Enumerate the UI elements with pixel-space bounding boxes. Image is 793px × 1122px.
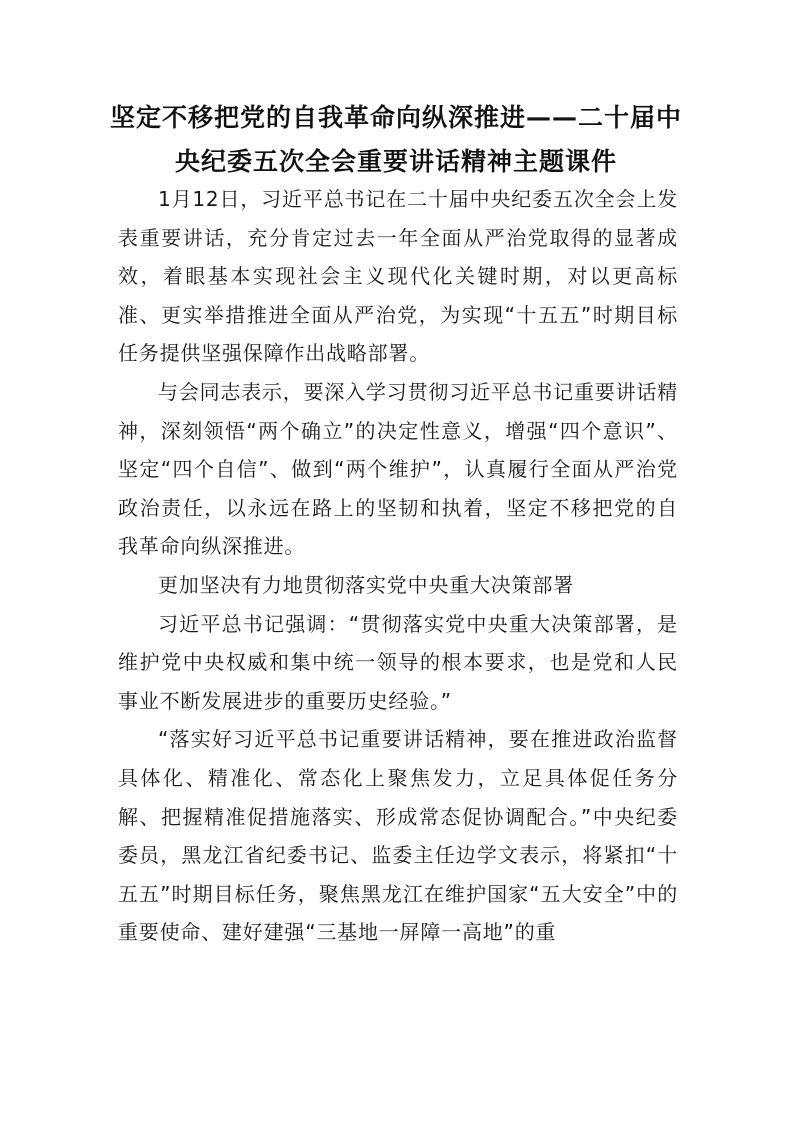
paragraph: 习近平总书记强调：“贯彻落实党中央重大决策部署，是维护党中央权威和集中统一领导的根本要求，也是党和人民事业不断发展进步的重要历史经验。”: [118, 611, 678, 713]
document-title-line-1: 坚定不移把党的自我革命向纵深推进——二十届中: [109, 103, 682, 132]
document-title-line-2: 央纪委五次全会重要讲话精神主题课件: [174, 147, 617, 176]
document-body: [118, 180, 678, 952]
paragraph: 1月12日，习近平总书记在二十届中央纪委五次全会上发表重要讲话，充分肯定过去一年全面从严治党取得的显著成效，着眼基本实现社会主义现代化关键时期，对以更高标准、更实举措推进全面从严治党，为实现“十五五”时期目标任务提供坚强保障作出战略部署。: [118, 187, 678, 366]
paragraph: 与会同志表示，要深入学习贯彻习近平总书记重要讲话精神，深刻领悟“两个确立”的决定性意义，增强“四个意识”、坚定“四个自信”、做到“两个维护”，认真履行全面从严治党政治责任，以永远在路上的坚韧和执着，坚定不移把党的自我革命向纵深推进。: [118, 379, 678, 559]
paragraph: “落实好习近平总书记重要讲话精神，要在推进政治监督具体化、精准化、常态化上聚焦发力，立足具体促任务分解、把握精准促措施落实、形成常态促协调配合。”中央纪委委员，黑龙江省纪委书记、监委主任边学文表示，将紧扣“十五五”时期目标任务，聚焦黑龙江在维护国家“五大安全”中的重要使命、建好建强“三基地一屏障一高地”的重: [118, 727, 678, 945]
section-heading: 更加坚决有力地贯彻落实党中央重大决策部署: [158, 572, 574, 597]
